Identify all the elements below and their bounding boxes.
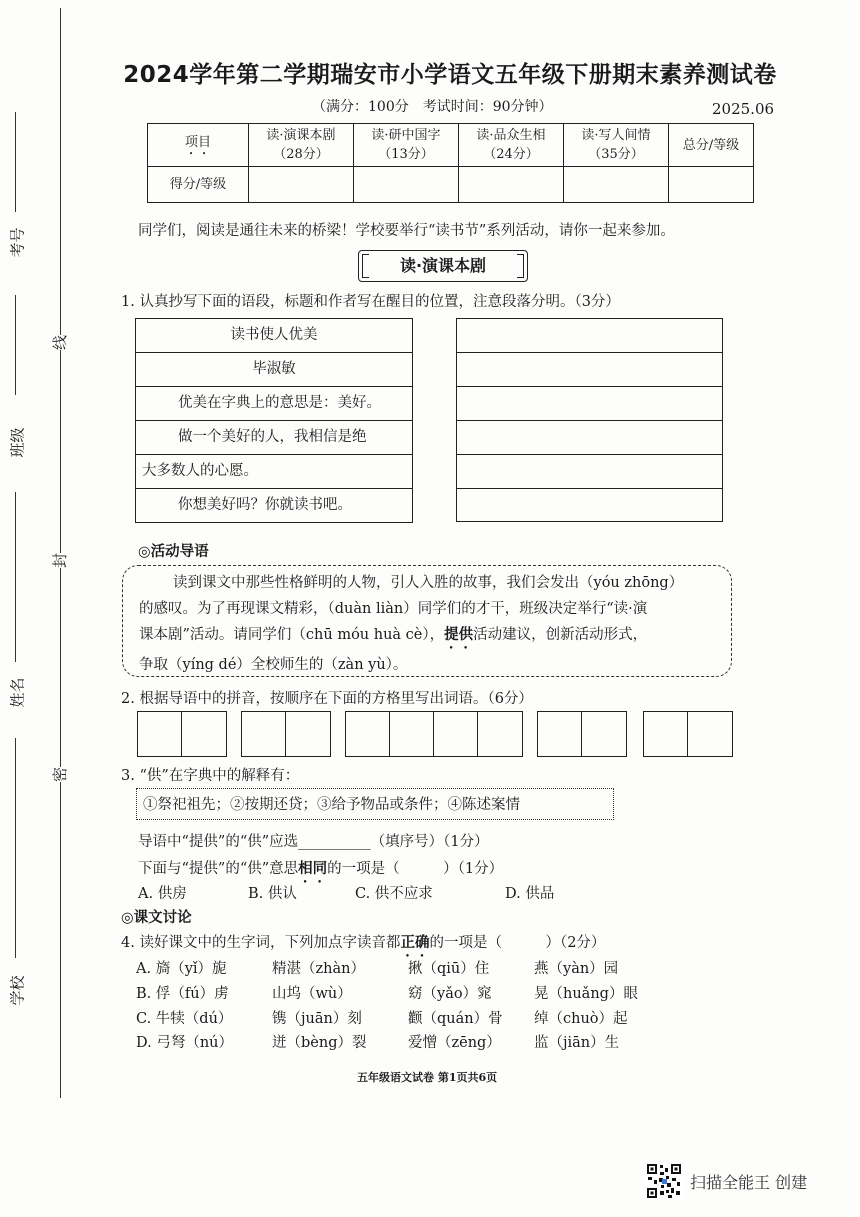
- q4-c-4: 绰（chuò）起: [534, 1011, 628, 1027]
- q4-d-3: 爱憎（zēng）: [408, 1035, 501, 1051]
- guide-line-4: 争取（yíng dé）全校师生的（zàn yù）。: [139, 657, 408, 673]
- q3-line-2: 下面与“提供”的“供”意思相同的一项是（ ）（1分）: [138, 860, 504, 877]
- source-line: 优美在字典上的意思是：美好。: [136, 387, 412, 421]
- q4-d-2: 迸（bèng）裂: [272, 1035, 367, 1051]
- q4-c-3: 颧（quán）骨: [408, 1011, 503, 1027]
- answer-line[interactable]: [457, 421, 722, 455]
- name-label: 姓名: [8, 677, 27, 708]
- intro-text: 同学们，阅读是通往未来的桥梁！学校要举行“读书节”系列活动，请你一起来参加。: [138, 223, 675, 239]
- score-col-item: 项目: [148, 124, 249, 167]
- q1-prompt: 1. 认真抄写下面的语段，标题和作者写在醒目的位置，注意段落分明。（3分）: [121, 294, 620, 310]
- q4-a-4: 燕（yàn）园: [534, 961, 619, 977]
- copy-answer-box[interactable]: [456, 318, 723, 522]
- q4-b-4: 晃（huǎng）眼: [534, 986, 638, 1002]
- answer-grid-4[interactable]: [537, 711, 627, 757]
- score-cell[interactable]: [459, 167, 564, 203]
- copy-source-box: [135, 318, 413, 523]
- answer-line[interactable]: [457, 387, 722, 421]
- score-cell[interactable]: [669, 167, 754, 203]
- exam-title: 2024学年第二学期瑞安市小学语文五年级下册期末素养测试卷: [123, 62, 777, 88]
- guide-box: [122, 565, 732, 677]
- exam-number-label: 考号: [8, 227, 27, 258]
- score-cell[interactable]: [354, 167, 459, 203]
- q4-c-1[interactable]: C. 牛犊（dú）: [136, 1011, 233, 1027]
- score-col-total: 总分/等级: [669, 124, 754, 167]
- source-line: 毕淑敏: [136, 353, 412, 387]
- q3-option-d[interactable]: D. 供品: [505, 886, 555, 902]
- exam-subtitle: （满分：100分 考试时间：90分钟）: [312, 99, 553, 115]
- q3-line-1: 导语中“提供”的“供”应选__________（填序号）（1分）: [138, 834, 489, 850]
- section-title: 读·演课本剧: [358, 250, 528, 282]
- answer-grid-1[interactable]: [137, 711, 227, 757]
- answer-line[interactable]: [457, 319, 722, 353]
- guide-label: ◎活动导语: [138, 543, 209, 560]
- source-line: 大多数人的心愿。: [136, 455, 412, 489]
- q3-option-b[interactable]: B. 供认: [248, 886, 297, 902]
- q4-d-4: 监（jiān）生: [534, 1035, 620, 1051]
- discussion-label: ◎课文讨论: [121, 909, 192, 926]
- source-line: 读书使人优美: [136, 319, 412, 353]
- score-col-3: 读·品众生相 （24分）: [459, 124, 564, 167]
- q4-b-3: 窈（yǎo）窕: [408, 986, 492, 1002]
- answer-grid-5[interactable]: [643, 711, 733, 757]
- seal-line-marker: 线: [47, 335, 72, 350]
- source-line: 你想美好吗？你就读书吧。: [178, 497, 352, 513]
- class-label: 班级: [8, 427, 27, 458]
- school-blank: [15, 738, 16, 958]
- q4-b-2: 山坞（wù）: [272, 986, 352, 1002]
- emphasis-tigong: 提供: [444, 626, 474, 643]
- score-col-2: 读·研中国字 （13分）: [354, 124, 459, 167]
- exam-date: 2025.06: [712, 100, 775, 118]
- emphasis-xiangtong: 相同: [298, 860, 328, 877]
- q4-a-1[interactable]: A. 旖（yǐ）旎: [136, 961, 227, 977]
- q4-c-2: 镌（juān）刻: [272, 1011, 362, 1027]
- name-blank: [15, 492, 16, 662]
- answer-grid-2[interactable]: [241, 711, 331, 757]
- scanner-watermark: [646, 1163, 807, 1199]
- watermark-text: 扫描全能王 创建: [690, 1172, 808, 1192]
- definition-box: ①祭祀祖先；②按期还贷；③给予物品或条件；④陈述案情: [136, 788, 614, 820]
- score-col-1: 读·演课本剧 （28分）: [249, 124, 354, 167]
- source-line: 做一个美好的人，我相信是绝: [136, 421, 412, 455]
- seal-secret-marker: 密: [47, 767, 72, 782]
- score-row-label: 得分/等级: [148, 167, 249, 203]
- qr-code-icon: [646, 1163, 682, 1199]
- guide-line-1: 读到课文中那些性格鲜明的人物，引人入胜的故事，我们会发出（yóu zhōng）: [173, 575, 684, 591]
- q4-b-1[interactable]: B. 俘（fú）虏: [136, 986, 229, 1002]
- guide-line-3: 课本剧”活动。请同学们（chū móu huà cè），提供活动建议，创新活动形式，: [139, 626, 648, 643]
- guide-line-2: 的感叹。为了再现课文精彩，（duàn liàn）同学们的才干，班级决定举行“读·演: [139, 601, 648, 617]
- answer-line[interactable]: [457, 455, 722, 489]
- answer-grid-3[interactable]: [345, 711, 523, 757]
- q3-option-a[interactable]: A. 供房: [138, 886, 187, 902]
- q3-option-c[interactable]: C. 供不应求: [355, 886, 433, 902]
- exam-number-blank: [15, 112, 16, 212]
- emphasis-zhengque: 正确: [400, 934, 430, 951]
- q4-a-2: 精湛（zhàn）: [272, 961, 365, 977]
- q4-d-1[interactable]: D. 弓弩（nú）: [136, 1035, 234, 1051]
- q2-prompt: 2. 根据导语中的拼音，按顺序在下面的方格里写出词语。（6分）: [121, 691, 533, 707]
- score-col-4: 读·写人间情 （35分）: [564, 124, 669, 167]
- class-blank: [15, 295, 16, 395]
- score-table: [147, 123, 754, 203]
- q4-prompt: 4. 读好课文中的生字词，下列加点字读音都正确的一项是（ ）（2分）: [121, 934, 606, 951]
- score-cell[interactable]: [249, 167, 354, 203]
- page-footer: 五年级语文试卷 第1页共6页: [357, 1071, 498, 1084]
- school-label: 学校: [8, 975, 27, 1006]
- answer-line[interactable]: [457, 489, 722, 522]
- score-cell[interactable]: [564, 167, 669, 203]
- q4-a-3: 揪（qiū）住: [408, 961, 490, 977]
- answer-line[interactable]: [457, 353, 722, 387]
- q3-prompt: 3. “供”在字典中的解释有：: [121, 768, 300, 784]
- seal-seal-marker: 封: [47, 553, 72, 568]
